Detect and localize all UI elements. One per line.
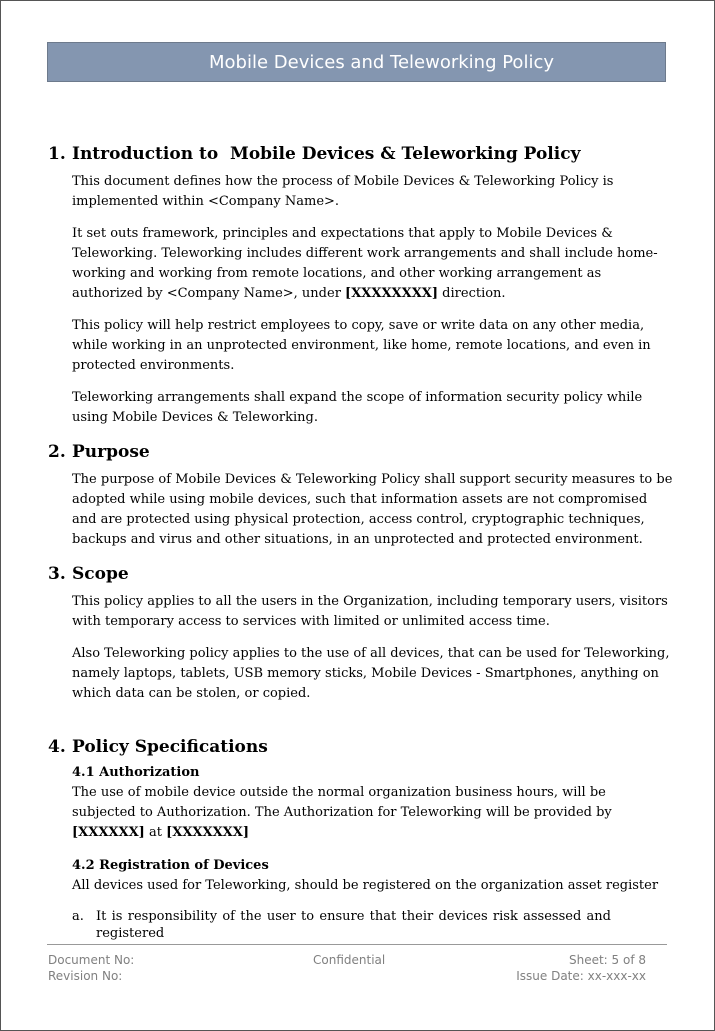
list-item-text: It is responsibility of the user to ensure that their devices risk assessed and registered xyxy=(96,909,611,941)
section-heading xyxy=(48,442,673,462)
section-title: Scope xyxy=(72,564,129,584)
paragraph: This document defines how the process of Mobile Devices & Teleworking Policy is implemented within <Company Name>. xyxy=(72,174,614,209)
section-purpose xyxy=(48,442,673,550)
footer-document-no: Document No: xyxy=(48,953,135,967)
section-heading xyxy=(48,564,673,584)
paragraph: This policy will help restrict employees to copy, save or write data on any other media, while working in an unprotected environment, like home, remote locations, and even in protected environments. xyxy=(72,318,651,373)
document-title-banner xyxy=(47,42,666,82)
footer-revision-no: Revision No: xyxy=(48,969,123,983)
document-body xyxy=(48,144,673,942)
section-scope xyxy=(48,564,673,704)
document-title: Mobile Devices and Teleworking Policy xyxy=(209,51,554,73)
list-item xyxy=(72,908,673,942)
section-title: Policy Specifications xyxy=(72,737,268,757)
section-heading xyxy=(48,144,673,164)
section-title: Purpose xyxy=(72,442,150,462)
section-number: 4. xyxy=(48,737,66,757)
section-number: 2. xyxy=(48,442,66,462)
subsection-title: 4.1 Authorization xyxy=(72,765,200,780)
paragraph: This policy applies to all the users in the Organization, including temporary users, visitors with temporary access to services with limited or unlimited access time. xyxy=(72,594,668,629)
paragraph: Teleworking arrangements shall expand the scope of information security policy while using Mobile Devices & Teleworking. xyxy=(72,390,643,425)
placeholder-bold: [XXXXXX] xyxy=(72,825,145,840)
subsection-title: 4.2 Registration of Devices xyxy=(72,858,269,873)
placeholder-bold: [XXXXXXX] xyxy=(166,825,249,840)
footer-sheet: Sheet: 5 of 8 xyxy=(568,953,646,967)
paragraph: The use of mobile device outside the normal organization business hours, will be subjected to Authorization. The Authorization for Teleworking will be provided by [XXXXXX] at [XXXXXXX] xyxy=(72,785,612,840)
placeholder-bold: [XXXXXXXX] xyxy=(345,286,439,301)
paragraph: The purpose of Mobile Devices & Teleworking Policy shall support security measures to be adopted while using mobile devices, such that information assets are not compromised and are protected using physical protection, access control, cryptographic techniques, backups and virus and other situations, in an unprotected and protected environment. xyxy=(72,472,673,547)
list-marker: a. xyxy=(72,909,84,924)
footer-divider xyxy=(47,944,667,945)
section-number: 1. xyxy=(48,144,66,164)
footer-issue-date: Issue Date: xx-xxx-xx xyxy=(516,969,646,983)
paragraph: All devices used for Teleworking, should be registered on the organization asset register xyxy=(72,878,659,893)
section-introduction xyxy=(48,144,673,428)
paragraph: It set outs framework, principles and expectations that apply to Mobile Devices & Teleworking. Teleworking includes different work arrangements and shall include home-working and working from remote locations, and other working arrangement as authorized by <Company Name>, under [XXXXXXXX] direction. xyxy=(72,226,658,301)
section-heading xyxy=(48,737,673,757)
section-number: 3. xyxy=(48,564,66,584)
paragraph: Also Teleworking policy applies to the use of all devices, that can be used for Teleworking, namely laptops, tablets, USB memory sticks, Mobile Devices - Smartphones, anything on which data can be stolen, or copied. xyxy=(72,646,670,701)
section-title: Introduction to Mobile Devices & Teleworking Policy xyxy=(72,144,581,164)
footer-confidential: Confidential xyxy=(313,953,386,967)
section-policy-specifications xyxy=(48,737,673,942)
